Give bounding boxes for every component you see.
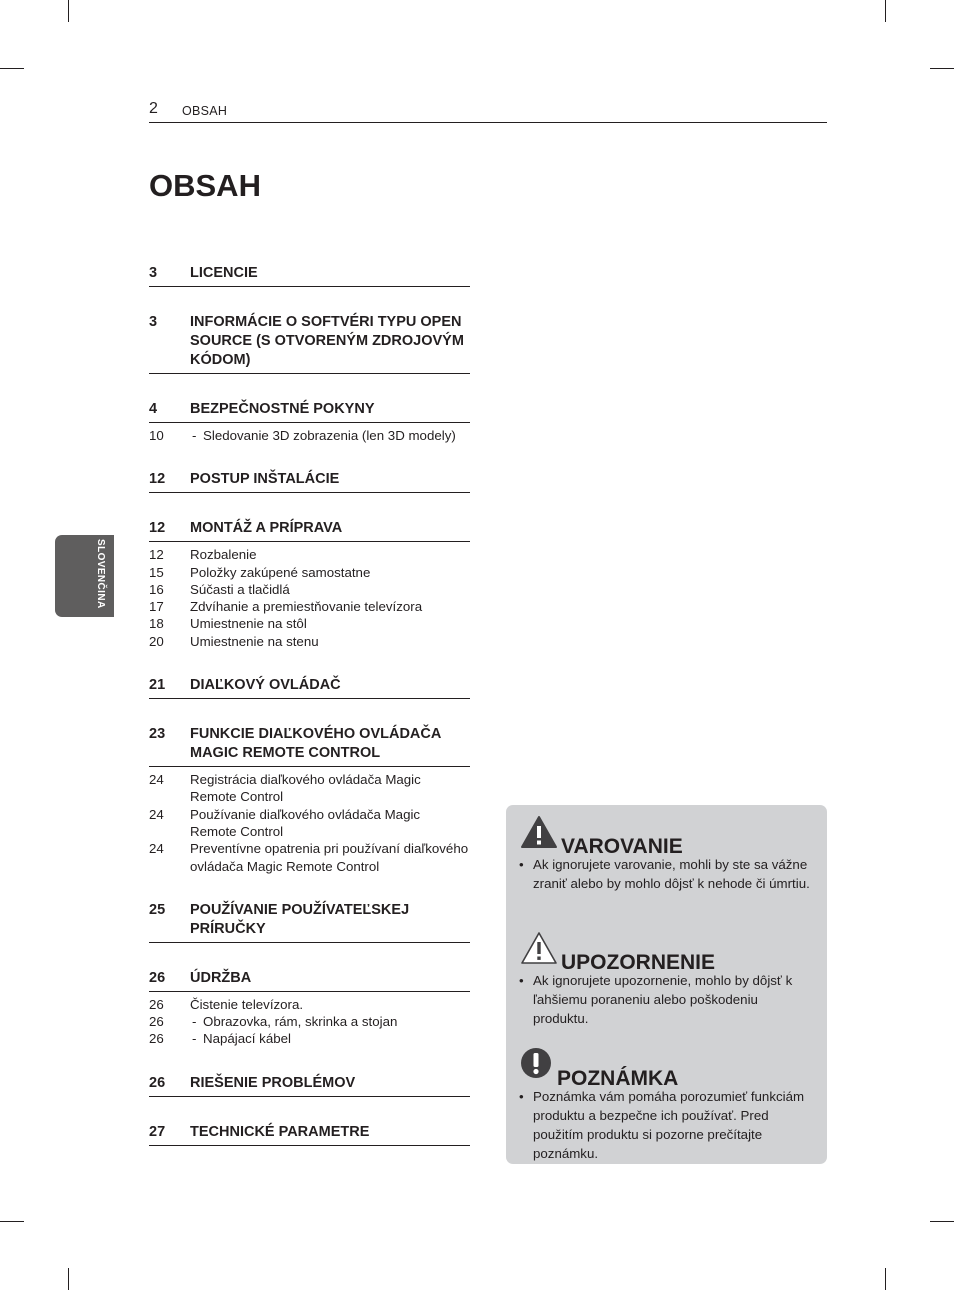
toc-subitems: [149, 771, 470, 875]
toc-section: [149, 969, 470, 992]
toc-section-row: [149, 1074, 470, 1093]
toc-subitem-text: Používanie diaľkového ovládača Magic Remote Control: [190, 806, 421, 839]
toc-section-row: [149, 676, 470, 695]
notice-item: [519, 971, 815, 1028]
toc-section-row: [149, 1123, 470, 1142]
notice-caution: [506, 931, 827, 1028]
toc-subitem-text: Položky zakúpené samostatne: [190, 564, 371, 580]
toc-subitem: [149, 615, 470, 632]
toc-subitem-page: 26: [149, 996, 164, 1012]
toc-page-number: 3: [149, 314, 158, 330]
toc-subitem: [149, 546, 470, 563]
toc-page-number: 26: [149, 969, 166, 986]
toc-section: [149, 676, 470, 699]
toc-section-title: POUŽÍVANIE POUŽÍVATEĽSKEJ PRÍRUČKY: [190, 901, 410, 937]
toc-subitem-page: 18: [149, 616, 164, 632]
toc-subitem: [149, 633, 470, 650]
toc-page-number: 23: [149, 726, 166, 743]
toc-section-row: [149, 901, 470, 939]
notice-title: POZNÁMKA: [557, 1067, 679, 1090]
toc-subitem-text: Registrácia diaľkového ovládača Magic Remote Control: [190, 772, 421, 805]
notice-text: Poznámka vám pomáha porozumieť funkciám produktu a bezpečne ich používať. Pred použitím produktu si pozorne prečítajte poznámku.: [533, 1089, 805, 1161]
toc-section: [149, 901, 470, 943]
toc-section-row: [149, 519, 470, 538]
notice-item: [519, 855, 815, 893]
toc-subitem-text: Súčasti a tlačidlá: [190, 581, 290, 597]
toc-subitem-page: 17: [149, 599, 164, 615]
toc-section-row: [149, 313, 470, 370]
toc-subitems: [149, 427, 470, 444]
toc-subitem: [149, 996, 470, 1013]
toc-section-title: ÚDRŽBA: [190, 969, 252, 986]
toc-subitem-page: 12: [149, 547, 164, 563]
toc-subitem-text: Umiestnenie na stôl: [190, 616, 307, 632]
toc-subitem-page: 16: [149, 581, 164, 597]
notice-text: Ak ignorujete varovanie, mohli by ste sa vážne zraniť alebo by mohlo dôjsť k nehode či úmrtiu.: [533, 857, 810, 891]
toc-section: [149, 400, 470, 423]
toc-subitem: [149, 840, 470, 875]
toc-subitem: [149, 771, 470, 806]
bullet: •: [519, 1089, 524, 1104]
notice-text: Ak ignorujete upozornenie, mohlo by dôjsť k ľahšiemu poraneniu alebo poškodeniu produktu.: [533, 973, 793, 1026]
toc-subitem-page: 26: [149, 1014, 164, 1030]
toc-subitem-text: Zdvíhanie a premiestňovanie televízora: [190, 599, 423, 615]
toc-section-row: [149, 264, 470, 283]
toc-subitem-text: Umiestnenie na stenu: [190, 633, 319, 649]
toc-subitem: [149, 1013, 470, 1030]
bullet: •: [519, 973, 524, 988]
toc-section-title: BEZPEČNOSTNÉ POKYNY: [190, 401, 375, 417]
toc-subitem-dash: -: [192, 1014, 197, 1030]
toc-section-title: RIEŠENIE PROBLÉMOV: [190, 1074, 356, 1091]
toc-subitem-page: 24: [149, 841, 164, 857]
toc-section-title: FUNKCIE DIAĽKOVÉHO OVLÁDAČA MAGIC REMOTE CONTROL: [190, 726, 441, 762]
toc-section-row: [149, 725, 470, 763]
toc-subitem: [149, 806, 470, 841]
toc-section-row: [149, 969, 470, 988]
toc-section-title: MONTÁŽ A PRÍPRAVA: [190, 520, 343, 537]
page-number: 2: [149, 100, 158, 117]
table-of-contents: [149, 264, 470, 1146]
notice-warning: [506, 815, 827, 893]
toc-section: [149, 519, 470, 542]
caution-outline-triangle-icon: [520, 931, 558, 965]
warning-filled-triangle-icon: [520, 815, 558, 849]
toc-subitem-text: Sledovanie 3D zobrazenia (len 3D modely): [203, 428, 456, 443]
toc-subitem-text: Čistenie televízora.: [190, 996, 304, 1012]
toc-subitem-page: 24: [149, 772, 164, 788]
toc-section-title: POSTUP INŠTALÁCIE: [190, 471, 340, 488]
toc-subitem-text: Napájací kábel: [203, 1031, 291, 1047]
toc-subitem-page: 26: [149, 1031, 164, 1047]
toc-page-number: 12: [149, 471, 166, 488]
crop-mark: [885, 0, 886, 22]
toc-section-row: [149, 400, 470, 419]
toc-page-number: 21: [149, 677, 166, 694]
toc-subitem-text: Preventívne opatrenia pri používaní diaľkového ovládača Magic Remote Control: [190, 841, 469, 874]
toc-subitem-text: Rozbalenie: [190, 547, 257, 563]
toc-page-number: 25: [149, 901, 166, 918]
toc-page-number: 27: [149, 1123, 166, 1140]
toc-section: [149, 1123, 470, 1146]
toc-section-title: INFORMÁCIE O SOFTVÉRI TYPU OPEN SOURCE (S OTVORENÝM ZDROJOVÝM KÓDOM): [190, 314, 464, 368]
toc-subitem: [149, 564, 470, 581]
toc-page-number: 3: [149, 265, 158, 281]
crop-mark: [930, 1221, 954, 1222]
toc-subitems: [149, 996, 470, 1048]
crop-mark: [68, 0, 69, 22]
toc-page-number: 12: [149, 520, 166, 537]
language-side-tab: [55, 535, 114, 617]
crop-mark: [885, 1268, 886, 1290]
crop-mark: [68, 1268, 69, 1290]
side-tab-label: SLOVENČINA: [95, 539, 106, 609]
running-title: OBSAH: [182, 104, 228, 118]
crop-mark: [930, 68, 954, 69]
toc-subitem-dash: -: [192, 428, 197, 443]
toc-section-title: TECHNICKÉ PARAMETRE: [190, 1123, 370, 1140]
page-header: [149, 100, 827, 123]
toc-subitem-text: Obrazovka, rám, skrinka a stojan: [203, 1014, 398, 1030]
toc-subitem: [149, 1030, 470, 1047]
toc-page-number: 26: [149, 1074, 166, 1091]
toc-subitem: [149, 598, 470, 615]
toc-section: [149, 264, 470, 287]
toc-subitem: [149, 581, 470, 598]
toc-section: [149, 725, 470, 767]
notice-note: [506, 1047, 827, 1163]
toc-subitem-page: 10: [149, 428, 164, 443]
toc-subitem: [149, 427, 470, 444]
crop-mark: [0, 68, 24, 69]
note-exclamation-circle-icon: [520, 1047, 554, 1081]
toc-section-title: DIAĽKOVÝ OVLÁDAČ: [190, 677, 341, 694]
toc-subitem-page: 15: [149, 564, 164, 580]
toc-subitem-dash: -: [192, 1031, 197, 1047]
toc-section-title: LICENCIE: [190, 265, 258, 281]
toc-subitem-page: 24: [149, 806, 164, 822]
toc-subitem-page: 20: [149, 633, 164, 649]
toc-section: [149, 470, 470, 493]
toc-section: [149, 1074, 470, 1097]
notice-box: [506, 805, 827, 1164]
notice-item: [519, 1087, 815, 1163]
toc-section: [149, 313, 470, 374]
toc-page-number: 4: [149, 401, 158, 417]
page-title: OBSAH: [149, 168, 261, 203]
bullet: •: [519, 857, 524, 872]
notice-title: UPOZORNENIE: [561, 951, 716, 974]
toc-subitems: [149, 546, 470, 650]
toc-section-row: [149, 470, 470, 489]
crop-mark: [0, 1221, 24, 1222]
notice-title: VAROVANIE: [561, 835, 683, 858]
